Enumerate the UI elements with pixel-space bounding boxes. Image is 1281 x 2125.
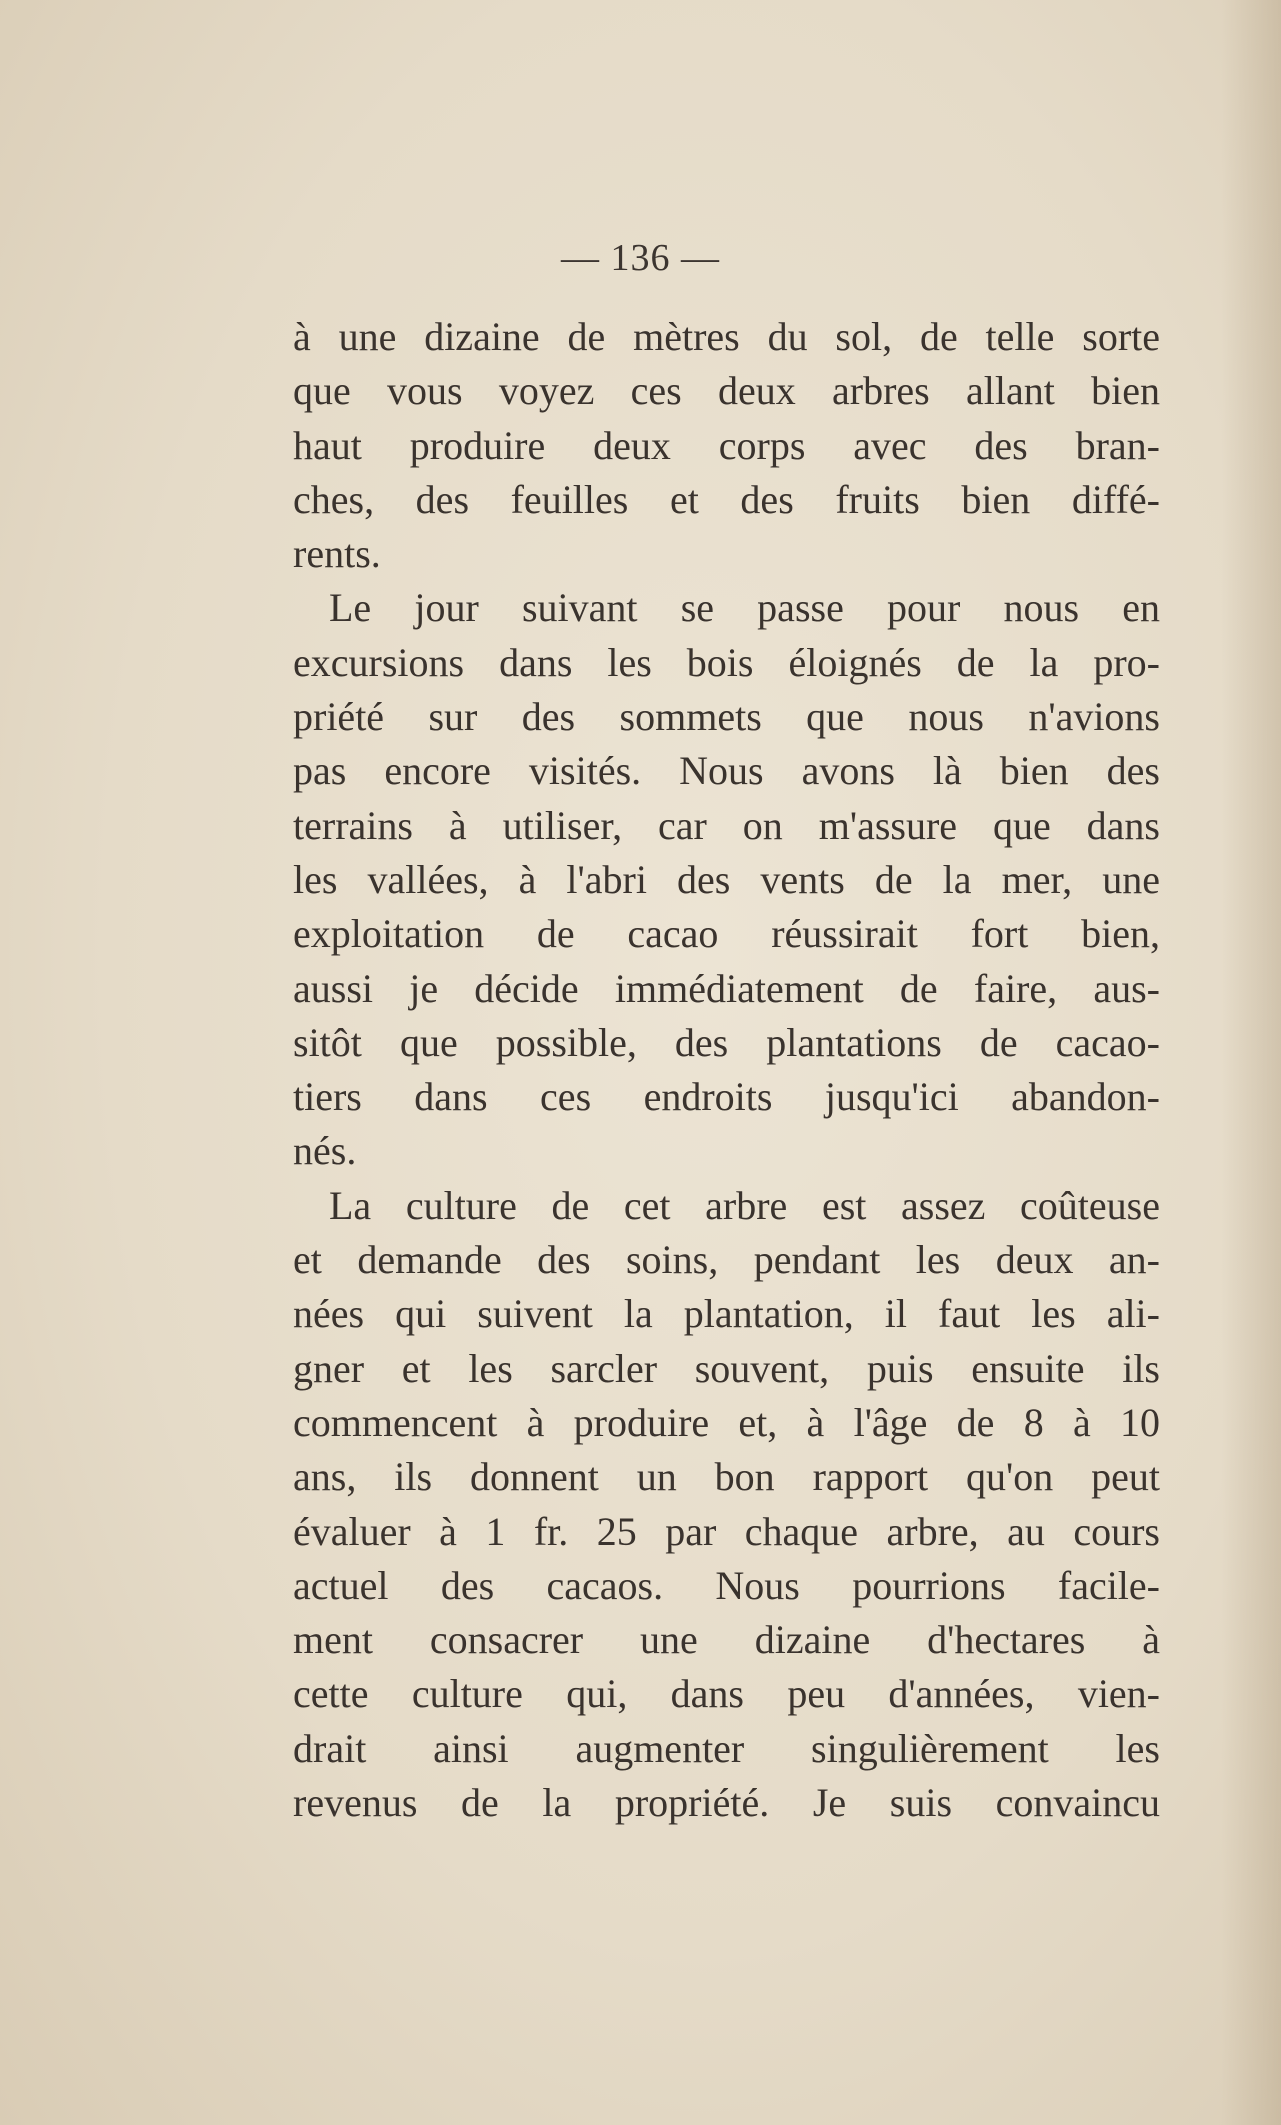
text-line: commencent à produire et, à l'âge de 8 à 10 xyxy=(293,1399,1160,1445)
text-line: terrains à utiliser, car on m'assure que dans xyxy=(293,802,1160,848)
text-line: ment consacrer une dizaine d'hectares à xyxy=(293,1617,1160,1663)
text-line: drait ainsi augmenter singulièrement les xyxy=(293,1725,1160,1771)
text-line: pas encore visités. Nous avons là bien des xyxy=(293,748,1160,794)
text-line: les vallées, à l'abri des vents de la mer, une xyxy=(293,856,1160,902)
text-line: sitôt que possible, des plantations de cacao- xyxy=(293,1019,1160,1065)
text-line: et demande des soins, pendant les deux an- xyxy=(293,1237,1160,1283)
text-line: Le jour suivant se passe pour nous en xyxy=(329,585,1160,631)
page-edge-shadow xyxy=(1221,0,1281,2125)
text-line: ans, ils donnent un bon rapport qu'on peut xyxy=(293,1454,1160,1500)
text-line: aussi je décide immédiatement de faire, aus- xyxy=(293,965,1160,1011)
text-line: exploitation de cacao réussirait fort bien, xyxy=(293,911,1160,957)
text-line: revenus de la propriété. Je suis convaincu xyxy=(293,1780,1160,1826)
text-line: nées qui suivent la plantation, il faut les ali- xyxy=(293,1291,1160,1337)
text-line: priété sur des sommets que nous n'avions xyxy=(293,694,1160,740)
page-number: — 136 — xyxy=(561,237,720,279)
text-line: que vous voyez ces deux arbres allant bien xyxy=(293,368,1160,414)
text-line: ches, des feuilles et des fruits bien diffé- xyxy=(293,476,1160,522)
text-line: évaluer à 1 fr. 25 par chaque arbre, au cours xyxy=(293,1508,1160,1554)
text-line: gner et les sarcler souvent, puis ensuite ils xyxy=(293,1345,1160,1391)
text-line: nés. xyxy=(293,1128,357,1174)
text-line: excursions dans les bois éloignés de la pro- xyxy=(293,639,1160,685)
text-line: à une dizaine de mètres du sol, de telle sorte xyxy=(293,314,1160,359)
body-text xyxy=(293,310,1160,1830)
text-line: haut produire deux corps avec des bran- xyxy=(293,422,1160,468)
text-line: actuel des cacaos. Nous pourrions facile- xyxy=(293,1562,1160,1608)
text-line: tiers dans ces endroits jusqu'ici abandon- xyxy=(293,1074,1160,1120)
text-line: rents. xyxy=(293,531,381,577)
text-line: cette culture qui, dans peu d'années, vien- xyxy=(293,1671,1160,1717)
text-line: La culture de cet arbre est assez coûteuse xyxy=(329,1182,1160,1228)
